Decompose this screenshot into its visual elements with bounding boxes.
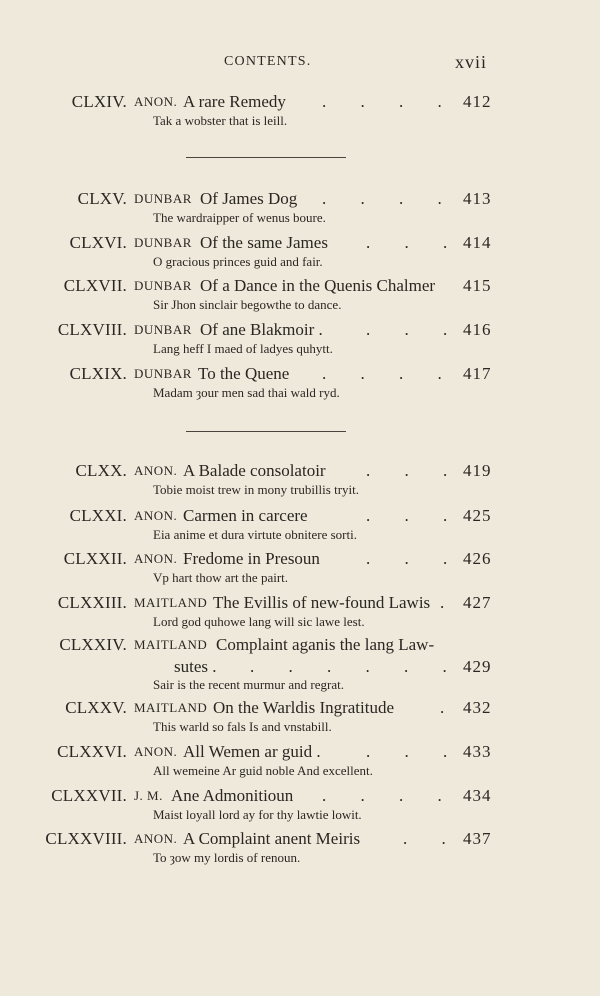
leader-dots: . <box>440 698 460 717</box>
entry-first-line: Sir Jhon sinclair begowthe to dance. <box>153 297 342 312</box>
entry-page: 419 <box>463 461 492 480</box>
entry-author: J. M. <box>134 788 163 803</box>
contents-entry <box>0 593 600 633</box>
entry-title: Fredome in Presoun <box>183 549 320 568</box>
leader-dots: . . <box>403 829 461 848</box>
entry-first-line: Lord god quhowe lang will sic lawe lest. <box>153 614 365 629</box>
page-header <box>0 54 600 78</box>
entry-first-line: This warld so fals Is and vnstabill. <box>153 719 332 734</box>
contents-entry <box>0 635 600 695</box>
entry-title-continued: sutes . <box>174 657 217 676</box>
contents-entry <box>0 189 600 229</box>
entry-page: 434 <box>463 786 492 805</box>
entry-page: 415 <box>463 276 492 295</box>
entry-title: All Wemen ar guid . <box>183 742 321 761</box>
entry-author: DUNBAR <box>134 322 192 337</box>
entry-number: CLXXIV. <box>59 635 127 654</box>
leader-dots: . <box>440 593 460 612</box>
entry-first-line: Sair is the recent murmur and regrat. <box>153 677 344 692</box>
entry-page: 437 <box>463 829 492 848</box>
entry-first-line: The wardraipper of wenus boure. <box>153 210 326 225</box>
contents-entry <box>0 461 600 501</box>
entry-number: CLXXIII. <box>57 593 127 612</box>
entry-author: ANON. <box>134 463 178 478</box>
entry-page: 413 <box>463 189 492 208</box>
contents-entry <box>0 364 600 404</box>
entry-page: 417 <box>463 364 492 383</box>
leader-dots: . . . <box>366 461 463 480</box>
entry-author: ANON. <box>134 94 178 109</box>
entry-number: CLXXII. <box>63 549 127 568</box>
entry-author: DUNBAR <box>134 366 192 381</box>
entry-page: 429 <box>463 657 492 676</box>
contents-entry <box>0 698 600 738</box>
leader-dots: . . . <box>366 506 463 525</box>
entry-number: CLXXI. <box>69 506 127 525</box>
entry-number: CLXVIII. <box>57 320 127 339</box>
entry-page: 416 <box>463 320 492 339</box>
leader-dots: . . . <box>366 320 463 339</box>
contents-entry <box>0 276 600 316</box>
contents-entry <box>0 786 600 826</box>
contents-entry <box>0 320 600 360</box>
entry-page: 426 <box>463 549 492 568</box>
entry-page: 414 <box>463 233 492 252</box>
entry-title: Of James Dog <box>200 189 298 208</box>
entry-page: 427 <box>463 593 492 612</box>
contents-entry <box>0 506 600 546</box>
entry-title: Of a Dance in the Quenis Chalmer <box>200 276 436 295</box>
entry-title: Of the same James <box>200 233 328 252</box>
entry-number: CLXXV. <box>65 698 127 717</box>
entry-number: CLXXVII. <box>51 786 127 805</box>
entry-author: ANON. <box>134 831 178 846</box>
entry-title: Of ane Blakmoir . <box>200 320 323 339</box>
section-divider <box>186 157 346 158</box>
entry-number: CLXX. <box>75 461 127 480</box>
entry-title: Complaint aganis the lang Law- <box>216 635 435 654</box>
entry-first-line: To ȝow my lordis of renoun. <box>153 850 301 865</box>
entry-author: ANON. <box>134 744 178 759</box>
entry-number: CLXIX. <box>69 364 127 383</box>
entry-first-line: Maist loyall lord ay for thy lawtie lowit. <box>153 807 362 822</box>
entry-author: MAITLAND <box>134 595 208 610</box>
entry-page: 412 <box>463 92 492 111</box>
entry-author: DUNBAR <box>134 278 192 293</box>
entry-number: CLXXVI. <box>57 742 127 761</box>
entry-author: MAITLAND <box>134 637 208 652</box>
entry-page: 432 <box>463 698 492 717</box>
leader-dots: . . . . . . <box>250 657 462 676</box>
entry-title: A rare Remedy <box>183 92 286 111</box>
entry-title: The Evillis of new-found Lawis <box>213 593 431 612</box>
entry-title: A Balade consolatoir <box>183 461 326 480</box>
leader-dots: . . . <box>366 549 463 568</box>
entry-number: CLXXVIII. <box>45 829 127 848</box>
entry-author: DUNBAR <box>134 191 192 206</box>
running-title: CONTENTS. <box>224 54 312 69</box>
leader-dots: . . . <box>366 742 463 761</box>
entry-title: On the Warldis Ingratitude <box>213 698 395 717</box>
contents-entry <box>0 742 600 782</box>
section-divider <box>186 431 346 432</box>
entry-number: CLXVI. <box>69 233 127 252</box>
contents-entry <box>0 829 600 869</box>
entry-number: CLXIV. <box>71 92 127 111</box>
entry-first-line: Vp hart thow art the pairt. <box>153 570 289 585</box>
entry-author: ANON. <box>134 508 178 523</box>
entry-first-line: Lang heff I maed of ladyes quhytt. <box>153 341 333 356</box>
leader-dots: . . . . <box>322 92 457 111</box>
entry-number: CLXV. <box>77 189 127 208</box>
contents-entry <box>0 92 600 132</box>
entry-title: Ane Admonitioun <box>171 786 294 805</box>
contents-entry <box>0 549 600 589</box>
leader-dots: . . . . <box>322 786 457 805</box>
entry-author: DUNBAR <box>134 235 192 250</box>
entry-title: A Complaint anent Meiris <box>183 829 361 848</box>
entry-page: 425 <box>463 506 492 525</box>
entry-first-line: Tak a wobster that is leill. <box>153 113 288 128</box>
entry-first-line: Tobie moist trew in mony trubillis tryit. <box>153 482 359 497</box>
leader-dots: . . . . <box>322 364 457 383</box>
contents-entry <box>0 233 600 273</box>
page-number: xvii <box>455 52 488 72</box>
leader-dots: . . . <box>366 233 463 252</box>
leader-dots: . . . . <box>322 189 457 208</box>
entry-author: ANON. <box>134 551 178 566</box>
entry-first-line: O gracious princes guid and fair. <box>153 254 323 269</box>
entry-first-line: All wemeine Ar guid noble And excellent. <box>153 763 373 778</box>
entry-title: To the Quene <box>198 364 290 383</box>
entry-number: CLXVII. <box>63 276 127 295</box>
entry-author: MAITLAND <box>134 700 208 715</box>
entry-title: Carmen in carcere <box>183 506 308 525</box>
entry-first-line: Eia anime et dura virtute obnitere sorti. <box>153 527 357 542</box>
entry-first-line: Madam ȝour men sad thai wald ryd. <box>153 385 340 400</box>
entry-page: 433 <box>463 742 492 761</box>
